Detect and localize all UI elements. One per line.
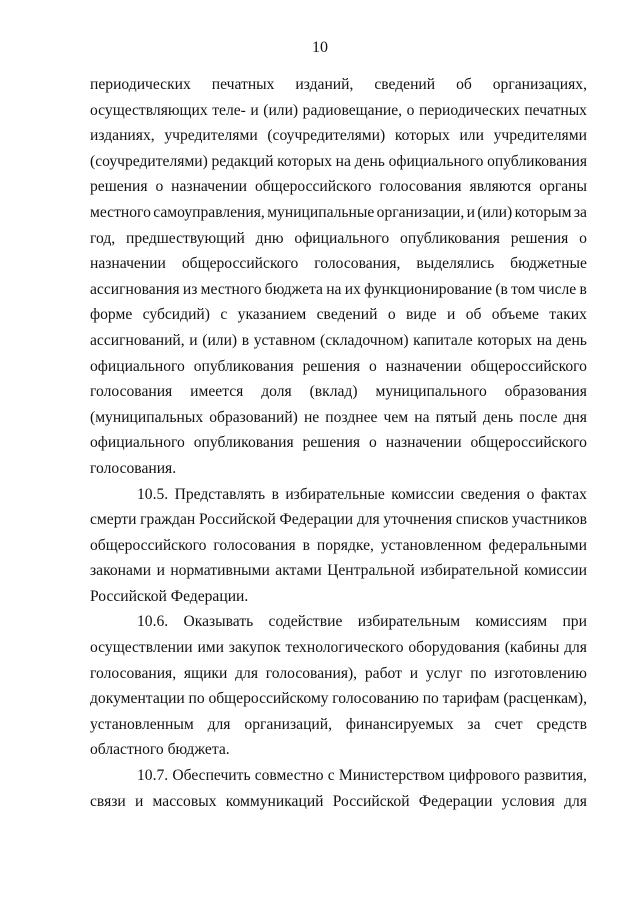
- paragraph-10-7-first-line: 10.7. Обеспечить совместно с Министерством цифрового развития,: [137, 767, 587, 785]
- text-line: общероссийского голосования в порядке, установленном федеральными: [90, 536, 587, 554]
- text-line: установленным для организаций, финансируемых за счет средств: [90, 715, 587, 733]
- text-line: законами и нормативными актами Центральной избирательной комиссии: [90, 562, 587, 580]
- text-line: официального опубликования решения о назначении общероссийского: [90, 434, 587, 452]
- text-line: связи и массовых коммуникаций Российской Федерации условия для: [90, 792, 587, 810]
- text-line: (соучредителями) редакций которых на день официального опубликования: [90, 152, 587, 170]
- text-line: форме субсидий) с указанием сведений о виде и об объеме таких: [90, 306, 587, 324]
- text-line: ассигнования из местного бюджета на их функционирование (в том числе в: [90, 280, 587, 298]
- text-line: осуществляющих теле- и (или) радиовещание, о периодических печатных: [90, 101, 587, 119]
- text-line: (муниципальных образований) не позднее чем на пятый день после дня: [90, 408, 587, 426]
- page-number: 10: [312, 39, 328, 56]
- text-line: ассигнований, и (или) в уставном (складочном) капитале которых на день: [90, 331, 587, 349]
- text-line: местного самоуправления, муниципальные организации, и (или) которым за: [90, 203, 587, 221]
- document-body: [90, 72, 587, 814]
- text-line: официального опубликования решения о назначении общероссийского: [90, 357, 587, 375]
- text-line: назначении общероссийского голосования, выделялись бюджетные: [90, 255, 587, 273]
- paragraph-10-6-first-line: 10.6. Оказывать содействие избирательным комиссиям при: [137, 613, 587, 631]
- paragraph-last-line: Российской Федерации.: [90, 587, 249, 605]
- text-line: периодических печатных изданий, сведений об организациях,: [90, 76, 587, 93]
- text-line: год, предшествующий дню официального опубликования решения о: [90, 229, 587, 247]
- paragraph-10-5-first-line: 10.5. Представлять в избирательные комиссии сведения о фактах: [137, 485, 587, 503]
- text-line: голосования, ящики для голосования), работ и услуг по изготовлению: [90, 664, 587, 682]
- text-line: смерти граждан Российской Федерации для уточнения списков участников: [90, 511, 587, 529]
- text-line: решения о назначении общероссийского голосования являются органы: [90, 178, 587, 196]
- text-line: изданиях, учредителями (соучредителями) которых или учредителями: [90, 127, 587, 145]
- text-line: голосования имеется доля (вклад) муниципального образования: [90, 383, 587, 401]
- paragraph-last-line: голосования.: [90, 459, 177, 477]
- text-line: осуществлении ими закупок технологического оборудования (кабины для: [90, 639, 587, 657]
- text-line: документации по общероссийскому голосованию по тарифам (расценкам),: [90, 690, 587, 708]
- paragraph-last-line: областного бюджета.: [90, 741, 230, 759]
